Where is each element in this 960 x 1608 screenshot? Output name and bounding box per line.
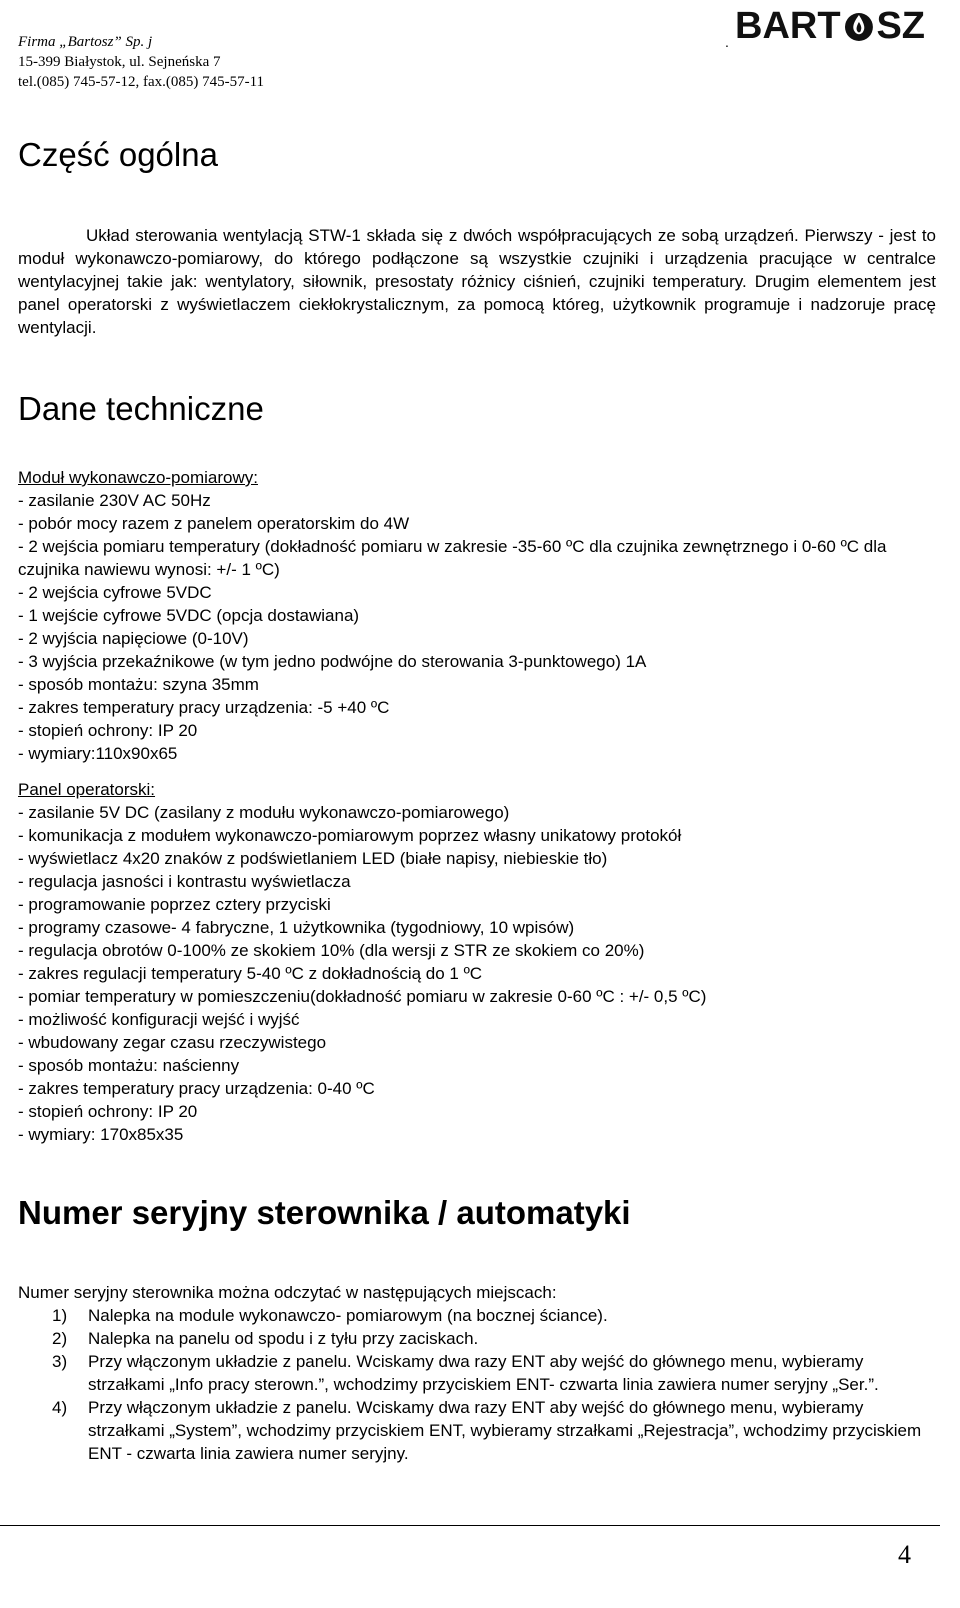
list-item: - 2 wejścia pomiaru temperatury (dokładność pomiaru w zakresie -35-60 ºC dla czujnika zewnętrznego i 0-60 ºC dla czujnika nawiewu wynosi: +/- 1 ºC) xyxy=(18,537,887,579)
list-item: - zasilanie 230V AC 50Hz xyxy=(18,491,211,510)
list-item: - wymiary:110x90x65 xyxy=(18,744,178,763)
item-number: 3) xyxy=(52,1352,68,1371)
list-item xyxy=(18,1304,938,1327)
module-heading: Moduł wykonawczo-pomiarowy: xyxy=(18,468,258,487)
list-item: - wbudowany zegar czasu rzeczywistego xyxy=(18,1033,327,1052)
list-item: - 2 wyjścia napięciowe (0-10V) xyxy=(18,629,249,648)
list-item: - 2 wejścia cyfrowe 5VDC xyxy=(18,583,212,602)
logo-text-right: SZ xyxy=(876,4,925,47)
panel-heading: Panel operatorski: xyxy=(18,780,156,799)
footer-divider xyxy=(0,1525,940,1526)
company-phone: tel.(085) 745-57-12, fax.(085) 745-57-11 xyxy=(18,74,265,90)
list-item: - stopień ochrony: IP 20 xyxy=(18,1102,198,1121)
logo-dot: . xyxy=(725,34,729,50)
item-number: 4) xyxy=(52,1398,68,1417)
list-item: - zakres temperatury pracy urządzenia: 0-40 ºC xyxy=(18,1079,375,1098)
bartosz-logo xyxy=(735,2,925,50)
list-item: - 3 wyjścia przekaźnikowe (w tym jedno podwójne do sterowania 3-punktowego) 1A xyxy=(18,652,647,671)
list-item: - wyświetlacz 4x20 znaków z podświetlaniem LED (białe napisy, niebieskie tło) xyxy=(18,849,608,868)
item-text: Przy włączonym układzie z panelu. Wciskamy dwa razy ENT aby wejść do głównego menu, wybieramy strzałkami „System”, wchodzimy przyciskiem ENT, wybieramy strzałkami „Rejestracja”, wchodzimy przyciskiem ENT - czwarta linia zawiera numer seryjny. xyxy=(88,1398,922,1463)
general-paragraph xyxy=(18,224,936,339)
list-item: - zakres regulacji temperatury 5-40 ºC z dokładnością do 1 ºC xyxy=(18,964,483,983)
company-name: Firma „Bartosz” Sp. j xyxy=(18,34,153,50)
list-item xyxy=(18,1396,938,1465)
list-item: - możliwość konfiguracji wejść i wyjść xyxy=(18,1010,300,1029)
list-item xyxy=(18,1327,938,1350)
serial-locations-list xyxy=(18,1304,938,1465)
list-item: - zakres temperatury pracy urządzenia: -5 +40 ºC xyxy=(18,698,390,717)
list-item: - komunikacja z modułem wykonawczo-pomiarowym poprzez własny unikatowy protokół xyxy=(18,826,682,845)
item-text: Nalepka na module wykonawczo- pomiarowym (na bocznej ściance). xyxy=(88,1306,608,1325)
list-item xyxy=(18,1350,938,1396)
technical-section-title: Dane techniczne xyxy=(18,390,264,427)
list-item: - zasilanie 5V DC (zasilany z modułu wykonawczo-pomiarowego) xyxy=(18,803,510,822)
list-item: - pomiar temperatury w pomieszczeniu(dokładność pomiaru w zakresie 0-60 ºC : +/- 0,5 ºC) xyxy=(18,987,707,1006)
page-number: 4 xyxy=(898,1540,911,1569)
item-text: Przy włączonym układzie z panelu. Wciskamy dwa razy ENT aby wejść do głównego menu, wybieramy strzałkami „Info pracy sterown.”, wchodzimy przyciskiem ENT- czwarta linia zawiera numer seryjny „Ser.”. xyxy=(88,1352,879,1394)
list-item: - wymiary: 170x85x35 xyxy=(18,1125,184,1144)
item-text: Nalepka na panelu od spodu i z tyłu przy zaciskach. xyxy=(88,1329,479,1348)
logo-text-left: BART xyxy=(735,4,841,47)
general-section-title: Część ogólna xyxy=(18,136,218,173)
serial-section-title: Numer seryjny sterownika / automatyki xyxy=(18,1194,631,1231)
company-header xyxy=(18,32,264,92)
list-item: - regulacja obrotów 0-100% ze skokiem 10% (dla wersji z STR ze skokiem co 20%) xyxy=(18,941,645,960)
list-item: - sposób montażu: szyna 35mm xyxy=(18,675,259,694)
list-item: - stopień ochrony: IP 20 xyxy=(18,721,198,740)
item-number: 2) xyxy=(52,1329,68,1348)
list-item: - programowanie poprzez cztery przyciski xyxy=(18,895,331,914)
panel-spec-list xyxy=(18,778,938,1146)
company-address: 15-399 Białystok, ul. Sejneńska 7 xyxy=(18,54,221,70)
list-item: - regulacja jasności i kontrastu wyświetlacza xyxy=(18,872,351,891)
item-number: 1) xyxy=(52,1306,68,1325)
general-paragraph-text: Układ sterowania wentylacją STW-1 składa się z dwóch współpracujących ze sobą urządzeń. Pierwszy - jest to moduł wykonawczo-pomiarowy, do którego podłączone są wszystkie czujniki i urządzenia pracujące w centralce wentylacyjnej takie jak: wentylatory, siłownik, presostaty różnicy ciśnień, czujniki temperatury. Drugim elementem jest panel operatorski z wyświetlaczem ciekłokrystalicznym, za pomocą któreg, użytkownik programuje i nadzoruje pracę wentylacji. xyxy=(18,226,936,337)
serial-intro: Numer seryjny sterownika można odczytać w następujących miejscach: xyxy=(18,1283,557,1302)
list-item: - pobór mocy razem z panelem operatorskim do 4W xyxy=(18,514,410,533)
list-item: - 1 wejście cyfrowe 5VDC (opcja dostawiana) xyxy=(18,606,360,625)
module-spec-list xyxy=(18,466,938,765)
list-item: - programy czasowe- 4 fabryczne, 1 użytkownika (tygodniowy, 10 wpisów) xyxy=(18,918,575,937)
list-item: - sposób montażu: naścienny xyxy=(18,1056,240,1075)
flame-drop-icon xyxy=(842,9,876,43)
